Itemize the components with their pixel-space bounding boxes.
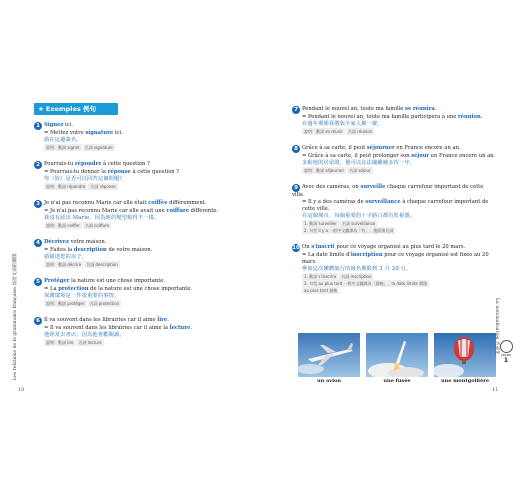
rocket-image xyxy=(366,333,428,377)
photo-rocket xyxy=(366,333,428,385)
number-badge: 4 xyxy=(34,239,42,247)
number-badge: 7 xyxy=(292,106,300,114)
number-badge: 1 xyxy=(34,122,42,130)
number-badge: 6 xyxy=(34,317,42,325)
photo-balloon xyxy=(434,333,496,385)
example-4: 4 Décrivez votre maison. = Faites la description de votre maison. 請描述您的房子。 說明：動詞 décrire 名詞 description xyxy=(34,239,244,268)
photo-caption: une montgolfière xyxy=(434,377,496,385)
example-10: 10 On s'inscrit pour ce voyage organisé au plus tard le 20 mars. = La date limite d'inscription pour ce voyage organisé est fixée au 20 mars. 參加這次團體旅行的報名期限到 3 月 20 日。 1. 動詞 s'inscrire 名詞 inscription 2. 句型 au plus tard 一般中文翻譯為「最晚」，la date limite 期限 au plus tard 最晚 xyxy=(292,244,497,294)
explanation-note-2: 2. 句型 il y a 一般中文翻譯為「有」，後面接名詞 xyxy=(304,228,394,233)
lesson-circle-icon xyxy=(500,340,513,353)
chinese-translation: 你（妳）是否可以回答這個問題？ xyxy=(44,176,125,182)
chinese-translation: 他經常去書店，因為他喜歡閱讀。 xyxy=(44,332,125,338)
keyword-noun: lecture xyxy=(169,325,191,331)
keyword-noun: réunion xyxy=(457,114,481,120)
keyword-noun: inscription xyxy=(350,252,383,258)
example-2: 2 Pourrais-tu répondre à cette question ? = Pourrais-tu donner la réponse à cette question ? 你（妳）是否可以回答這個問題？ 說明：動詞 répondre 名詞 réponse xyxy=(34,161,244,190)
explanation-note: 1. 動詞 surveiller 名詞 surveillance xyxy=(304,221,376,226)
keyword-noun: réponse xyxy=(107,169,131,175)
keyword-verb: lire xyxy=(157,317,168,323)
explanation-note: 說明：動詞 répondre 名詞 réponse xyxy=(46,184,116,189)
left-margin-title: Les relations de la grammaire française 法語文法的關係 xyxy=(13,253,18,380)
chinese-translation: 參加這次團體旅行的報名期限到 3 月 20 日。 xyxy=(302,266,412,272)
airplane-image xyxy=(298,333,360,377)
keyword-noun: signature xyxy=(85,130,114,136)
number-badge: 8 xyxy=(292,145,300,153)
number-badge: 3 xyxy=(34,200,42,208)
star-icon: ★ xyxy=(38,105,44,113)
chinese-translation: 請在這邊簽名。 xyxy=(44,137,82,143)
explanation-note: 說明：動詞 se réunir 名詞 réunion xyxy=(304,129,373,134)
keyword-noun: coiffure xyxy=(166,208,189,214)
example-9: 9 Avec des caméras, on surveille chaque carrefour important de cette ville. = Il y a des caméras de surveillance à chaque carrefour important de cette ville. 在這個城市，每個重要的十字路口都有監視器。 1. 動詞 surveiller 名詞 surveillance 2. 句型 il y a 一般中文翻譯為「有」，後面接名詞 xyxy=(292,184,497,234)
lesson-badge xyxy=(499,340,513,364)
explanation-note-2: 2. 句型 au plus tard 一般中文翻譯為「最晚」，la date limite 期限 xyxy=(304,281,428,286)
example-1: 1 Signez ici. = Mettez votre signature ici. 請在這邊簽名。 說明：動詞 signer 名詞 signature xyxy=(34,122,244,151)
keyword-verb: se réunira xyxy=(405,106,435,112)
right-page xyxy=(292,106,497,294)
left-page xyxy=(34,122,244,346)
keyword-verb: Décrivez xyxy=(44,239,69,245)
explanation-note: 說明：動詞 lire 名詞 lecture xyxy=(46,340,102,345)
photo-caption: une fusée xyxy=(366,377,428,385)
explanation-note: 說明：動詞 signer 名詞 signature xyxy=(46,145,113,150)
example-3: 3 Je n'ai pas reconnu Marie car elle était coiffée différemment. = Je n'ai pas reconnu Marie car elle avait une coiffure différente. 我沒有認出 Marie，因為她的髮型梳得不一樣。 說明：動詞 coiffer 名詞 coiffure xyxy=(34,200,244,229)
lesson-number: 1 xyxy=(503,357,509,364)
page-number-left: 10 xyxy=(18,387,25,393)
keyword-verb: Signez xyxy=(44,122,64,128)
explanation-note: 1. 動詞 s'inscrire 名詞 inscription xyxy=(304,274,372,279)
explanation-note: 說明：動詞 décrire 名詞 description xyxy=(46,262,118,267)
photo-airplane xyxy=(298,333,360,385)
photo-strip xyxy=(298,333,496,385)
keyword-verb: Protéger xyxy=(44,278,70,284)
keyword-noun: description xyxy=(73,247,107,253)
examples-header xyxy=(34,103,118,115)
keyword-verb: surveille xyxy=(360,184,386,190)
keyword-noun: séjour xyxy=(411,153,430,159)
keyword-verb: répondre xyxy=(74,161,102,167)
example-7: 7 Pendant le nouvel an, toute ma famille se réunira. = Pendant le nouvel an, toute ma famille participera à une réunion. 在過年期間我將與全家人聚一聚。 說明：動詞 se réunir 名詞 réunion xyxy=(292,106,497,135)
explanation-note: 說明：動詞 coiffer 名詞 coiffure xyxy=(46,223,110,228)
explanation-note: 說明：動詞 séjourner 名詞 séjour xyxy=(304,168,371,173)
example-5: 5 Protéger la nature est une chose importante. = La protection de la nature est une chose importante. 保護環境是一件很重要的事情。 說明：動詞 protéger 名詞 protection xyxy=(34,278,244,307)
example-8: 8 Grâce à sa carte, il peut séjourner en France encore un an. = Grâce à sa carte, il peut prolonger son séjour en France encore un an. 多虧他的居留證，他可以在法國繼續多待一年。 說明：動詞 séjourner 名詞 séjour xyxy=(292,145,497,174)
chinese-translation: 在這個城市，每個重要的十字路口都有監視器。 xyxy=(302,213,416,219)
number-badge: 2 xyxy=(34,161,42,169)
examples-header-label: Exemples 例句 xyxy=(45,105,97,113)
right-margin-title: La nominalisation 名詞化 xyxy=(494,298,499,355)
number-badge: 5 xyxy=(34,278,42,286)
explanation-note: 說明：動詞 protéger 名詞 protection xyxy=(46,301,120,306)
lesson-label: Leçon xyxy=(500,353,512,357)
chinese-translation: 在過年期間我將與全家人聚一聚。 xyxy=(302,121,383,127)
keyword-noun: protection xyxy=(58,286,89,292)
chinese-translation: 多虧他的居留證，他可以在法國繼續多待一年。 xyxy=(302,160,416,166)
keyword-noun: surveillance xyxy=(365,199,401,205)
keyword-verb: séjourner xyxy=(366,145,395,151)
example-6: 6 Il va souvent dans les librairies car il aime lire. = Il va souvent dans les librairies car il aime la lecture. 他經常去書店，因為他喜歡閱讀。 說明：動詞 lire 名詞 lecture xyxy=(34,317,244,346)
keyword-verb: s'inscrit xyxy=(311,244,335,250)
keyword-verb: coiffée xyxy=(148,200,168,206)
number-badge: 9 xyxy=(292,184,300,192)
explanation-note-3: au plus tard 最晚 xyxy=(304,288,338,293)
chinese-translation: 保護環境是一件很重要的事情。 xyxy=(44,293,120,299)
chinese-translation: 我沒有認出 Marie，因為她的髮型梳得不一樣。 xyxy=(44,215,160,221)
hot-air-balloon-image xyxy=(434,333,496,377)
number-badge: 10 xyxy=(292,245,300,251)
photo-caption: un avion xyxy=(298,377,360,385)
page-number-right: 11 xyxy=(492,387,499,393)
chinese-translation: 請描述您的房子。 xyxy=(44,254,88,260)
